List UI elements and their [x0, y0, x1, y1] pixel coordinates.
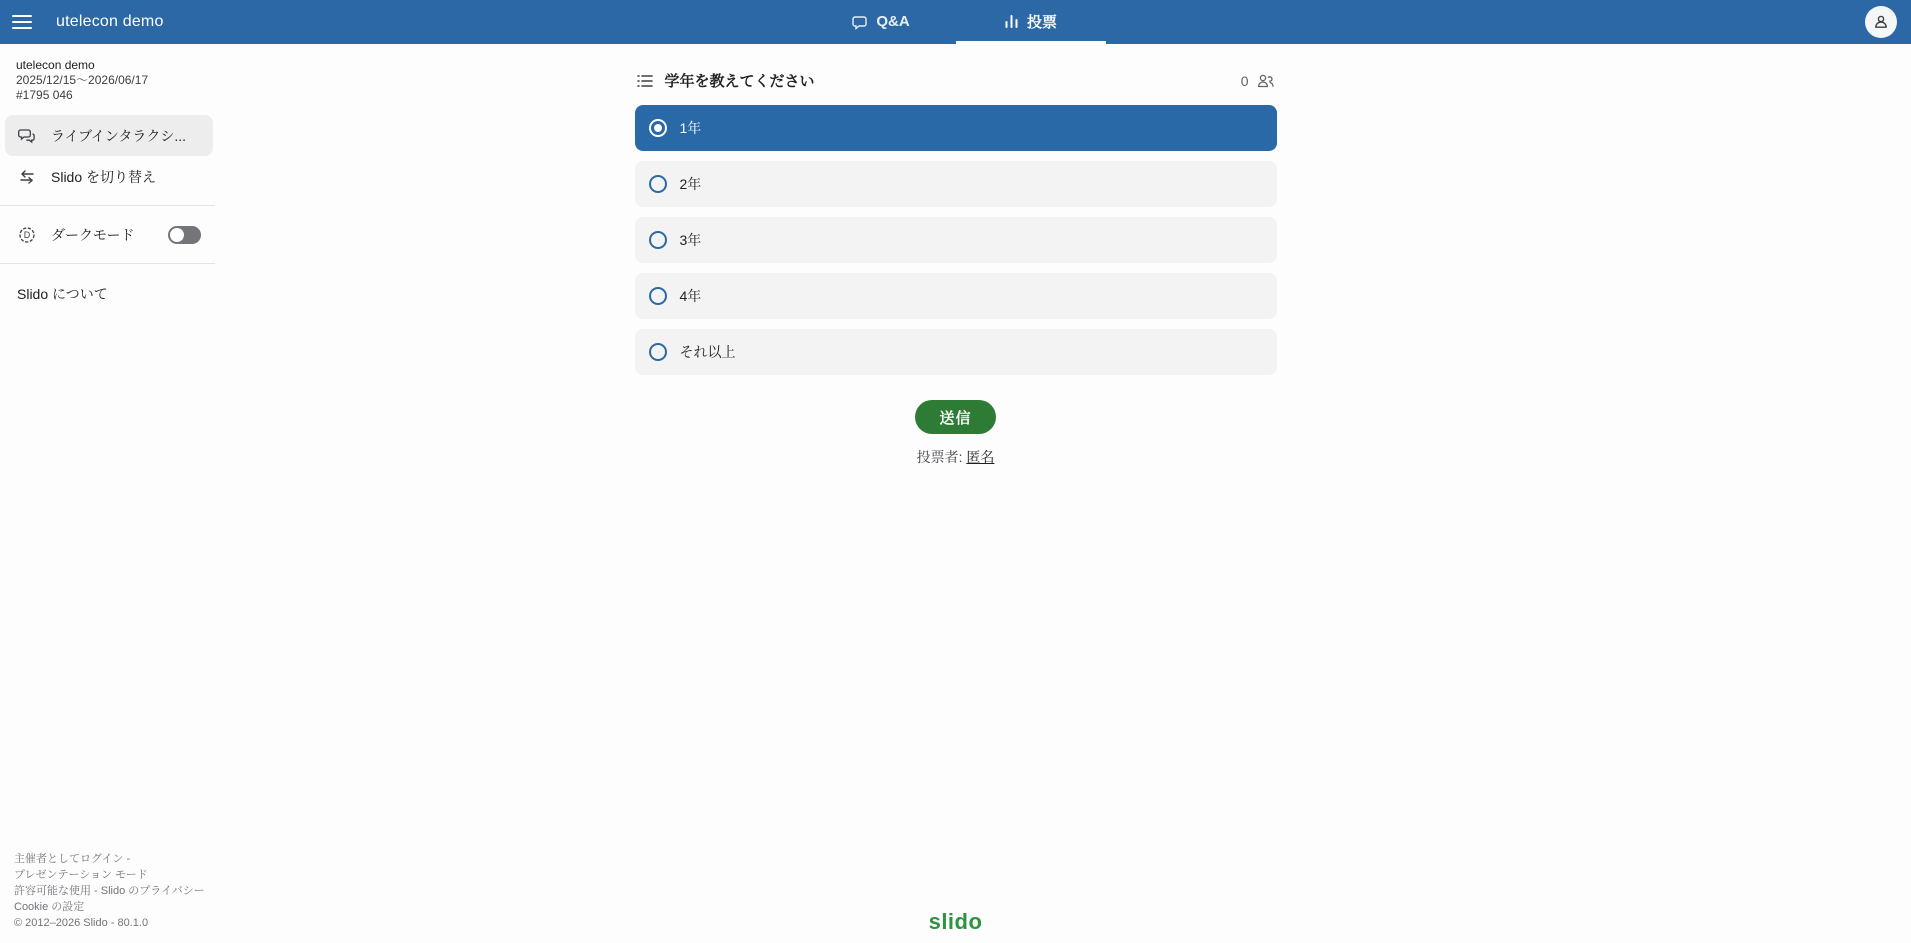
submit-wrap — [635, 400, 1277, 434]
option-label: 3年 — [679, 232, 702, 248]
svg-text:D: D — [23, 229, 31, 240]
tab-polls[interactable] — [956, 0, 1106, 44]
poll-option[interactable] — [635, 161, 1277, 207]
sidebar-event-dates: 2025/12/15〜2026/06/17 — [16, 73, 149, 87]
sidebar-footer-line[interactable]: © 2012–2026 Slido - 80.1.0 — [14, 917, 149, 929]
voter-anonymous-link[interactable]: 匿名 — [966, 449, 995, 465]
option-label: それ以上 — [679, 344, 736, 360]
dark-mode-label: ダークモード — [51, 226, 135, 243]
sidebar-item-label: ライブインタラクシ... — [51, 127, 187, 144]
sidebar-event-code: #1795 046 — [16, 88, 73, 102]
submit-button[interactable]: 送信 — [915, 400, 995, 434]
sidebar-menu — [0, 113, 218, 197]
sidebar — [0, 44, 218, 943]
poll-question-row — [635, 70, 1277, 91]
sidebar-item-live-interaction[interactable] — [5, 115, 213, 156]
profile-avatar-button[interactable] — [1865, 6, 1897, 38]
about-slido-link[interactable]: Slido について — [17, 286, 108, 302]
people-icon — [1255, 73, 1275, 89]
speech-bubble-icon — [851, 14, 868, 30]
dark-mode-toggle[interactable] — [168, 226, 201, 244]
tab-qa[interactable] — [806, 0, 956, 44]
sidebar-footer-line[interactable]: プレゼンテーション モード — [14, 869, 148, 881]
poll-panel — [635, 70, 1277, 467]
radio-icon[interactable] — [649, 287, 667, 305]
sidebar-divider — [0, 205, 215, 206]
sidebar-divider — [0, 263, 215, 264]
sidebar-footer-line[interactable]: 許容可能な使用 - Slido のプライバシー — [14, 885, 205, 897]
poll-option[interactable] — [635, 217, 1277, 263]
voter-row — [635, 447, 1277, 467]
radio-icon[interactable] — [649, 175, 667, 193]
radio-icon[interactable] — [649, 231, 667, 249]
chat-bubbles-icon — [17, 128, 37, 144]
event-info — [0, 44, 218, 113]
poll-question: 学年を教えてください — [664, 73, 815, 90]
tab-qa-label: Q&A — [876, 13, 910, 30]
tab-polls-label: 投票 — [1026, 14, 1057, 31]
voter-prefix: 投票者: — [916, 449, 967, 465]
poll-chart-icon — [1004, 14, 1019, 29]
hamburger-menu-button[interactable] — [0, 0, 44, 44]
list-icon — [637, 74, 653, 88]
sidebar-footer-line[interactable]: 主催者としてログイン - — [14, 853, 131, 865]
tab-bar — [806, 0, 1106, 44]
sidebar-footer-line[interactable]: Cookie の設定 — [14, 901, 85, 913]
poll-options — [635, 105, 1277, 375]
toggle-knob — [170, 228, 184, 242]
topbar — [0, 0, 1911, 44]
option-label: 4年 — [679, 288, 702, 304]
person-icon — [1872, 13, 1890, 31]
radio-selected-icon[interactable] — [649, 119, 667, 137]
switch-arrows-icon — [17, 170, 37, 184]
hamburger-icon — [12, 14, 32, 30]
poll-option[interactable] — [635, 105, 1277, 151]
slido-logo[interactable]: slido — [928, 909, 983, 934]
option-label: 1年 — [679, 120, 702, 136]
sidebar-item-label: Slido を切り替え — [51, 168, 157, 185]
event-title: utelecon demo — [56, 13, 164, 30]
poll-option[interactable] — [635, 273, 1277, 319]
sidebar-item-switch-slido[interactable] — [5, 156, 213, 197]
participants-counter — [1241, 73, 1275, 89]
poll-option[interactable] — [635, 329, 1277, 375]
sidebar-event-name: utelecon demo — [16, 58, 95, 72]
dark-mode-row — [0, 214, 218, 255]
dark-mode-icon — [17, 226, 37, 244]
participants-count: 0 — [1240, 72, 1249, 89]
option-label: 2年 — [679, 176, 702, 192]
sidebar-footer — [14, 851, 205, 931]
radio-icon[interactable] — [649, 343, 667, 361]
